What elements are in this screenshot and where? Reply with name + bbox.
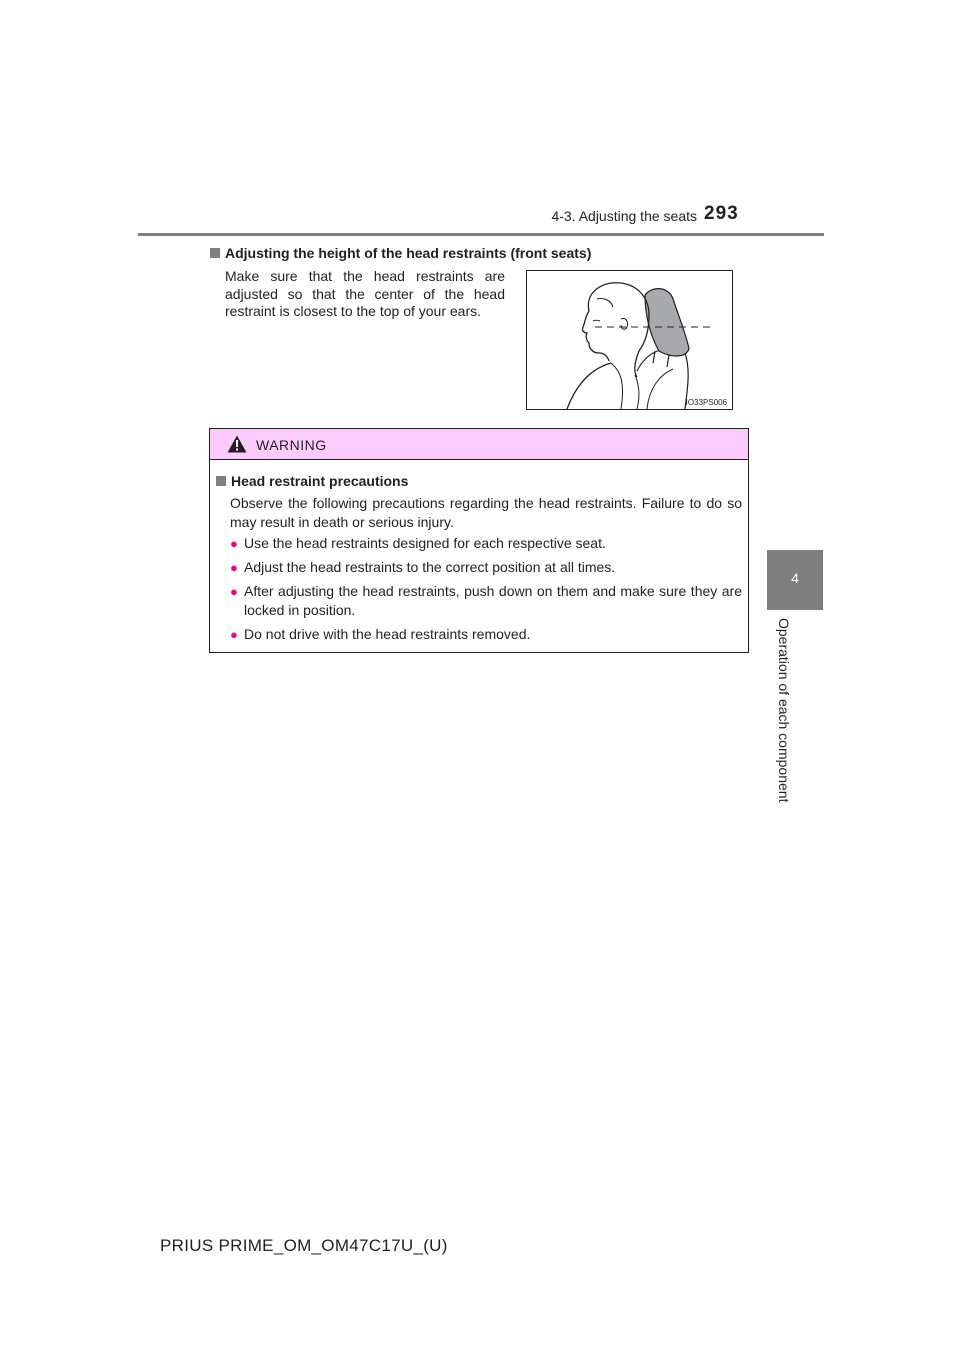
pink-dot-bullet-icon: ● bbox=[230, 536, 238, 551]
chapter-tab-label bbox=[776, 618, 796, 818]
pink-dot-bullet-icon: ● bbox=[230, 560, 238, 575]
head-restraint-drawing bbox=[527, 271, 732, 409]
shoulder-front bbox=[567, 363, 611, 409]
face-profile bbox=[582, 311, 609, 361]
square-bullet-icon bbox=[216, 476, 226, 486]
warning-bullet-item bbox=[230, 558, 742, 577]
eye-mark bbox=[593, 320, 600, 321]
header-rule bbox=[138, 233, 824, 236]
header-section-title: 4-3. Adjusting the seats bbox=[551, 208, 697, 224]
warning-title: WARNING bbox=[256, 437, 327, 453]
restraint-stay-right bbox=[667, 355, 669, 367]
warning-bullet-text: Use the head restraints designed for each respective seat. bbox=[244, 535, 606, 551]
warning-bullet-text: Adjust the head restraints to the correct position at all times. bbox=[244, 559, 616, 575]
pink-dot-bullet-icon: ● bbox=[230, 584, 238, 599]
figure-code: IO33PS006 bbox=[685, 398, 727, 407]
warning-triangle-icon bbox=[227, 435, 247, 453]
hairline bbox=[597, 298, 613, 307]
seat-back-outline bbox=[637, 349, 688, 409]
footer-document-id: PRIUS PRIME_OM_OM47C17U_(U) bbox=[160, 1236, 448, 1255]
warning-lead-paragraph: Observe the following precautions regarding the head restraints. Failure to do so may result in death or serious injury. bbox=[230, 495, 742, 530]
warning-header bbox=[210, 429, 748, 460]
head-restraint-shape bbox=[645, 289, 689, 356]
page-number: 293 bbox=[704, 203, 739, 224]
torso-back bbox=[635, 375, 639, 409]
ear-outline bbox=[621, 318, 628, 329]
warning-bullet-text: After adjusting the head restraints, push down on them and make sure they are locked in position. bbox=[244, 583, 742, 618]
collar-line bbox=[611, 363, 623, 409]
seat-back-seam bbox=[647, 369, 673, 409]
chapter-tab-label-text: Operation of each component bbox=[776, 618, 792, 803]
warning-bullet-item bbox=[230, 534, 742, 553]
head-back-outline bbox=[588, 283, 649, 377]
warning-subheading bbox=[216, 473, 408, 489]
warning-box bbox=[209, 428, 749, 653]
pink-dot-bullet-icon: ● bbox=[230, 627, 238, 642]
warning-bullet-item bbox=[230, 625, 742, 644]
section-heading-text: Adjusting the height of the head restraints (front seats) bbox=[225, 245, 592, 261]
warning-bullet-text: Do not drive with the head restraints removed. bbox=[244, 626, 531, 642]
section-heading bbox=[210, 245, 730, 261]
square-bullet-icon bbox=[210, 248, 220, 258]
chapter-tab-number: 4 bbox=[791, 570, 799, 586]
warning-bullet-item bbox=[230, 582, 742, 620]
warning-subheading-text: Head restraint precautions bbox=[231, 473, 409, 489]
head-restraint-illustration bbox=[526, 270, 733, 410]
intro-paragraph: Make sure that the head restraints are adjusted so that the center of the head restraint is closest to the top of your ears. bbox=[225, 268, 505, 319]
